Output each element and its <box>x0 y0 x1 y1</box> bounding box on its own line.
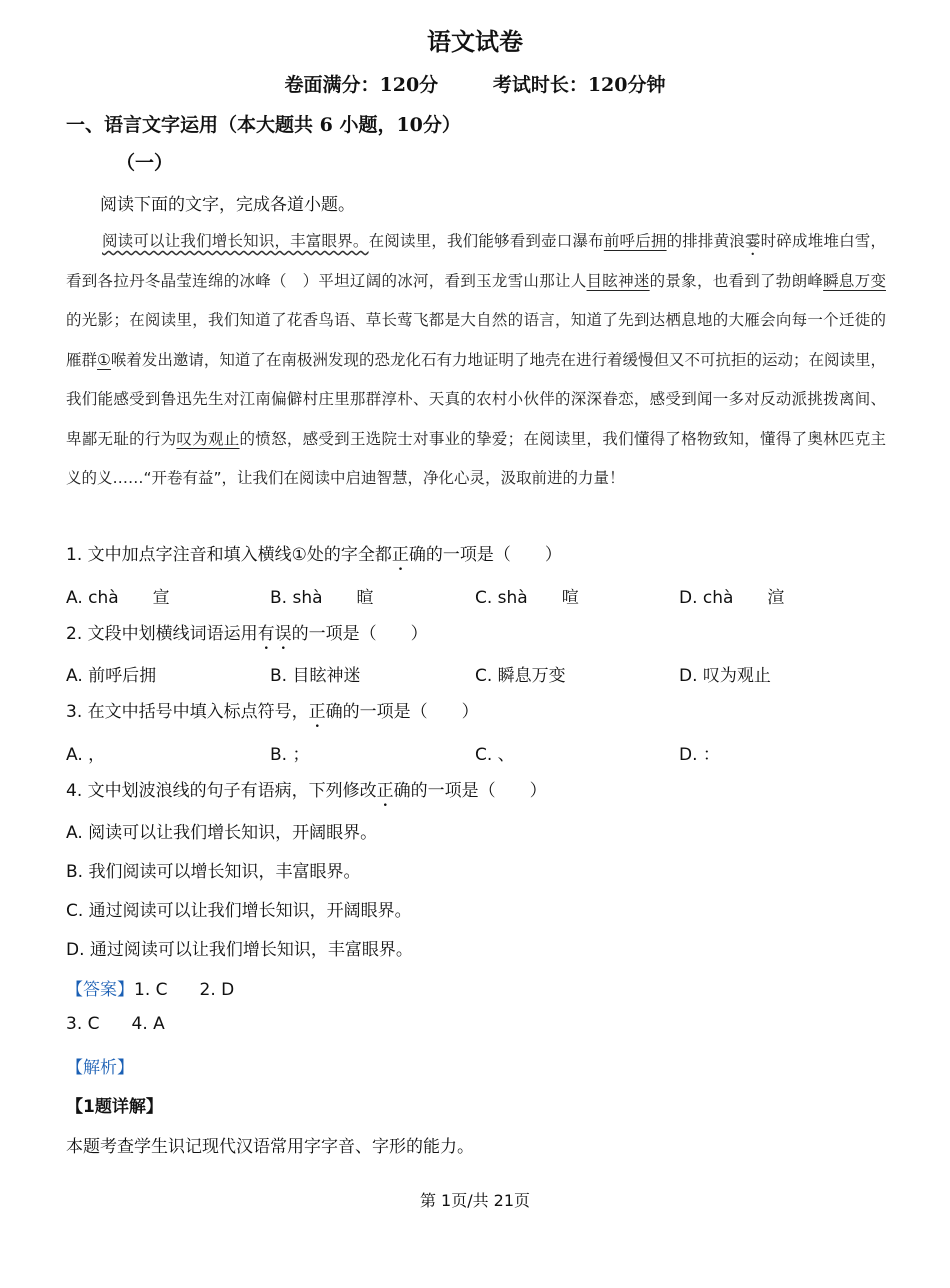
underlined-word: 瞬息万变 <box>823 271 886 290</box>
reading-passage: 阅读可以让我们增长知识，丰富眼界。在阅读里，我们能够看到壶口瀑布前呼后拥的排排黄浪霎时碎成堆堆白雪，看到各拉丹冬晶莹连绵的冰峰（ ）平坦辽阔的冰河，看到玉龙雪山那让人目眩神迷的景象，也看到了勃朗峰瞬息万变的光影；在阅读里，我们知道了花香鸟语、草长莺飞都是大自然的语言，知道了先到达栖息地的大雁会向每一个迁徙的雁群①喉着发出邀请，知道了在南极洲发现的恐龙化石有力地证明了地壳在进行着缓慢但又不可抗拒的运动；在阅读里，我们能感受到鲁迅先生对江南偏僻村庄里那群淳朴、天真的农村小伙伴的深深眷恋，感受到闻一多对反动派挑拨离间、卑鄙无耻的行为叹为观止的愤怒，感受到王选院士对事业的挚爱；在阅读里，我们懂得了格物致知，懂得了奥林匹克主义的义……“开卷有益”，让我们在阅读中启迪智慧，净化心灵，汲取前进的力量！ <box>66 232 886 487</box>
question-3: 3. 在文中括号中填入标点符号，正确的一项是（ ） <box>66 702 479 722</box>
option-b[interactable]: B. 我们阅读可以增长知识，丰富眼界。 <box>66 862 361 882</box>
q1-detail-text: 本题考查学生识记现代汉语常用字字音、字形的能力。 <box>66 1137 474 1157</box>
question-2: 2. 文段中划横线词语运用有误的一项是（ ） <box>66 624 428 644</box>
answer-line-1: 【答案】1. C 2. D <box>66 980 235 1000</box>
option-d[interactable]: D. 通过阅读可以让我们增长知识，丰富眼界。 <box>66 940 413 960</box>
option-d[interactable]: D. ： <box>679 745 720 765</box>
full-score: 卷面满分：120分 <box>284 74 439 96</box>
reading-instruction: 阅读下面的文字，完成各道小题。 <box>100 195 355 215</box>
blank-marker: ① <box>97 350 111 369</box>
q1-detail-heading: 【1题详解】 <box>66 1097 163 1117</box>
analysis-label: 【解析】 <box>66 1058 134 1078</box>
option-b[interactable]: B. 目眩神迷 <box>270 666 361 686</box>
option-a[interactable]: A. chà 宣 <box>66 588 170 608</box>
answer-line-2: 3. C 4. A <box>66 1014 165 1034</box>
subsection-heading: （一） <box>116 152 174 174</box>
option-d[interactable]: D. chà 渲 <box>679 588 785 608</box>
answer-label: 【答案】 <box>66 980 134 1000</box>
question-1: 1. 文中加点字注音和填入横线①处的字全都正确的一项是（ ） <box>66 545 562 565</box>
option-c[interactable]: C. shà 喧 <box>475 588 579 608</box>
wavy-sentence: 阅读可以让我们增长知识，丰富眼界。 <box>102 232 369 250</box>
underlined-word: 目眩神迷 <box>586 271 650 290</box>
option-c[interactable]: C. 通过阅读可以让我们增长知识，开阔眼界。 <box>66 901 412 921</box>
option-b[interactable]: B. shà 暄 <box>270 588 374 608</box>
exam-info <box>0 70 950 97</box>
page-title: 语文试卷 <box>427 27 523 56</box>
section-heading: 一、语言文字运用（本大题共 6 小题，10分） <box>66 114 461 136</box>
underlined-word: 前呼后拥 <box>603 232 667 250</box>
page-footer: 第 1页/共 21页 <box>419 1191 531 1210</box>
dotted-char: 霎 <box>744 232 761 250</box>
option-d[interactable]: D. 叹为观止 <box>679 666 771 686</box>
option-a[interactable]: A. 阅读可以让我们增长知识，开阔眼界。 <box>66 823 378 843</box>
option-b[interactable]: B. ； <box>270 745 310 765</box>
question-4: 4. 文中划波浪线的句子有语病，下列修改正确的一项是（ ） <box>66 781 547 801</box>
exam-duration: 考试时长：120分钟 <box>492 74 666 96</box>
option-a[interactable]: A. 前呼后拥 <box>66 666 157 686</box>
option-c[interactable]: C. 、 <box>475 745 515 765</box>
option-c[interactable]: C. 瞬息万变 <box>475 666 566 686</box>
option-a[interactable]: A. ， <box>66 745 106 765</box>
underlined-word: 叹为观止 <box>176 429 240 448</box>
